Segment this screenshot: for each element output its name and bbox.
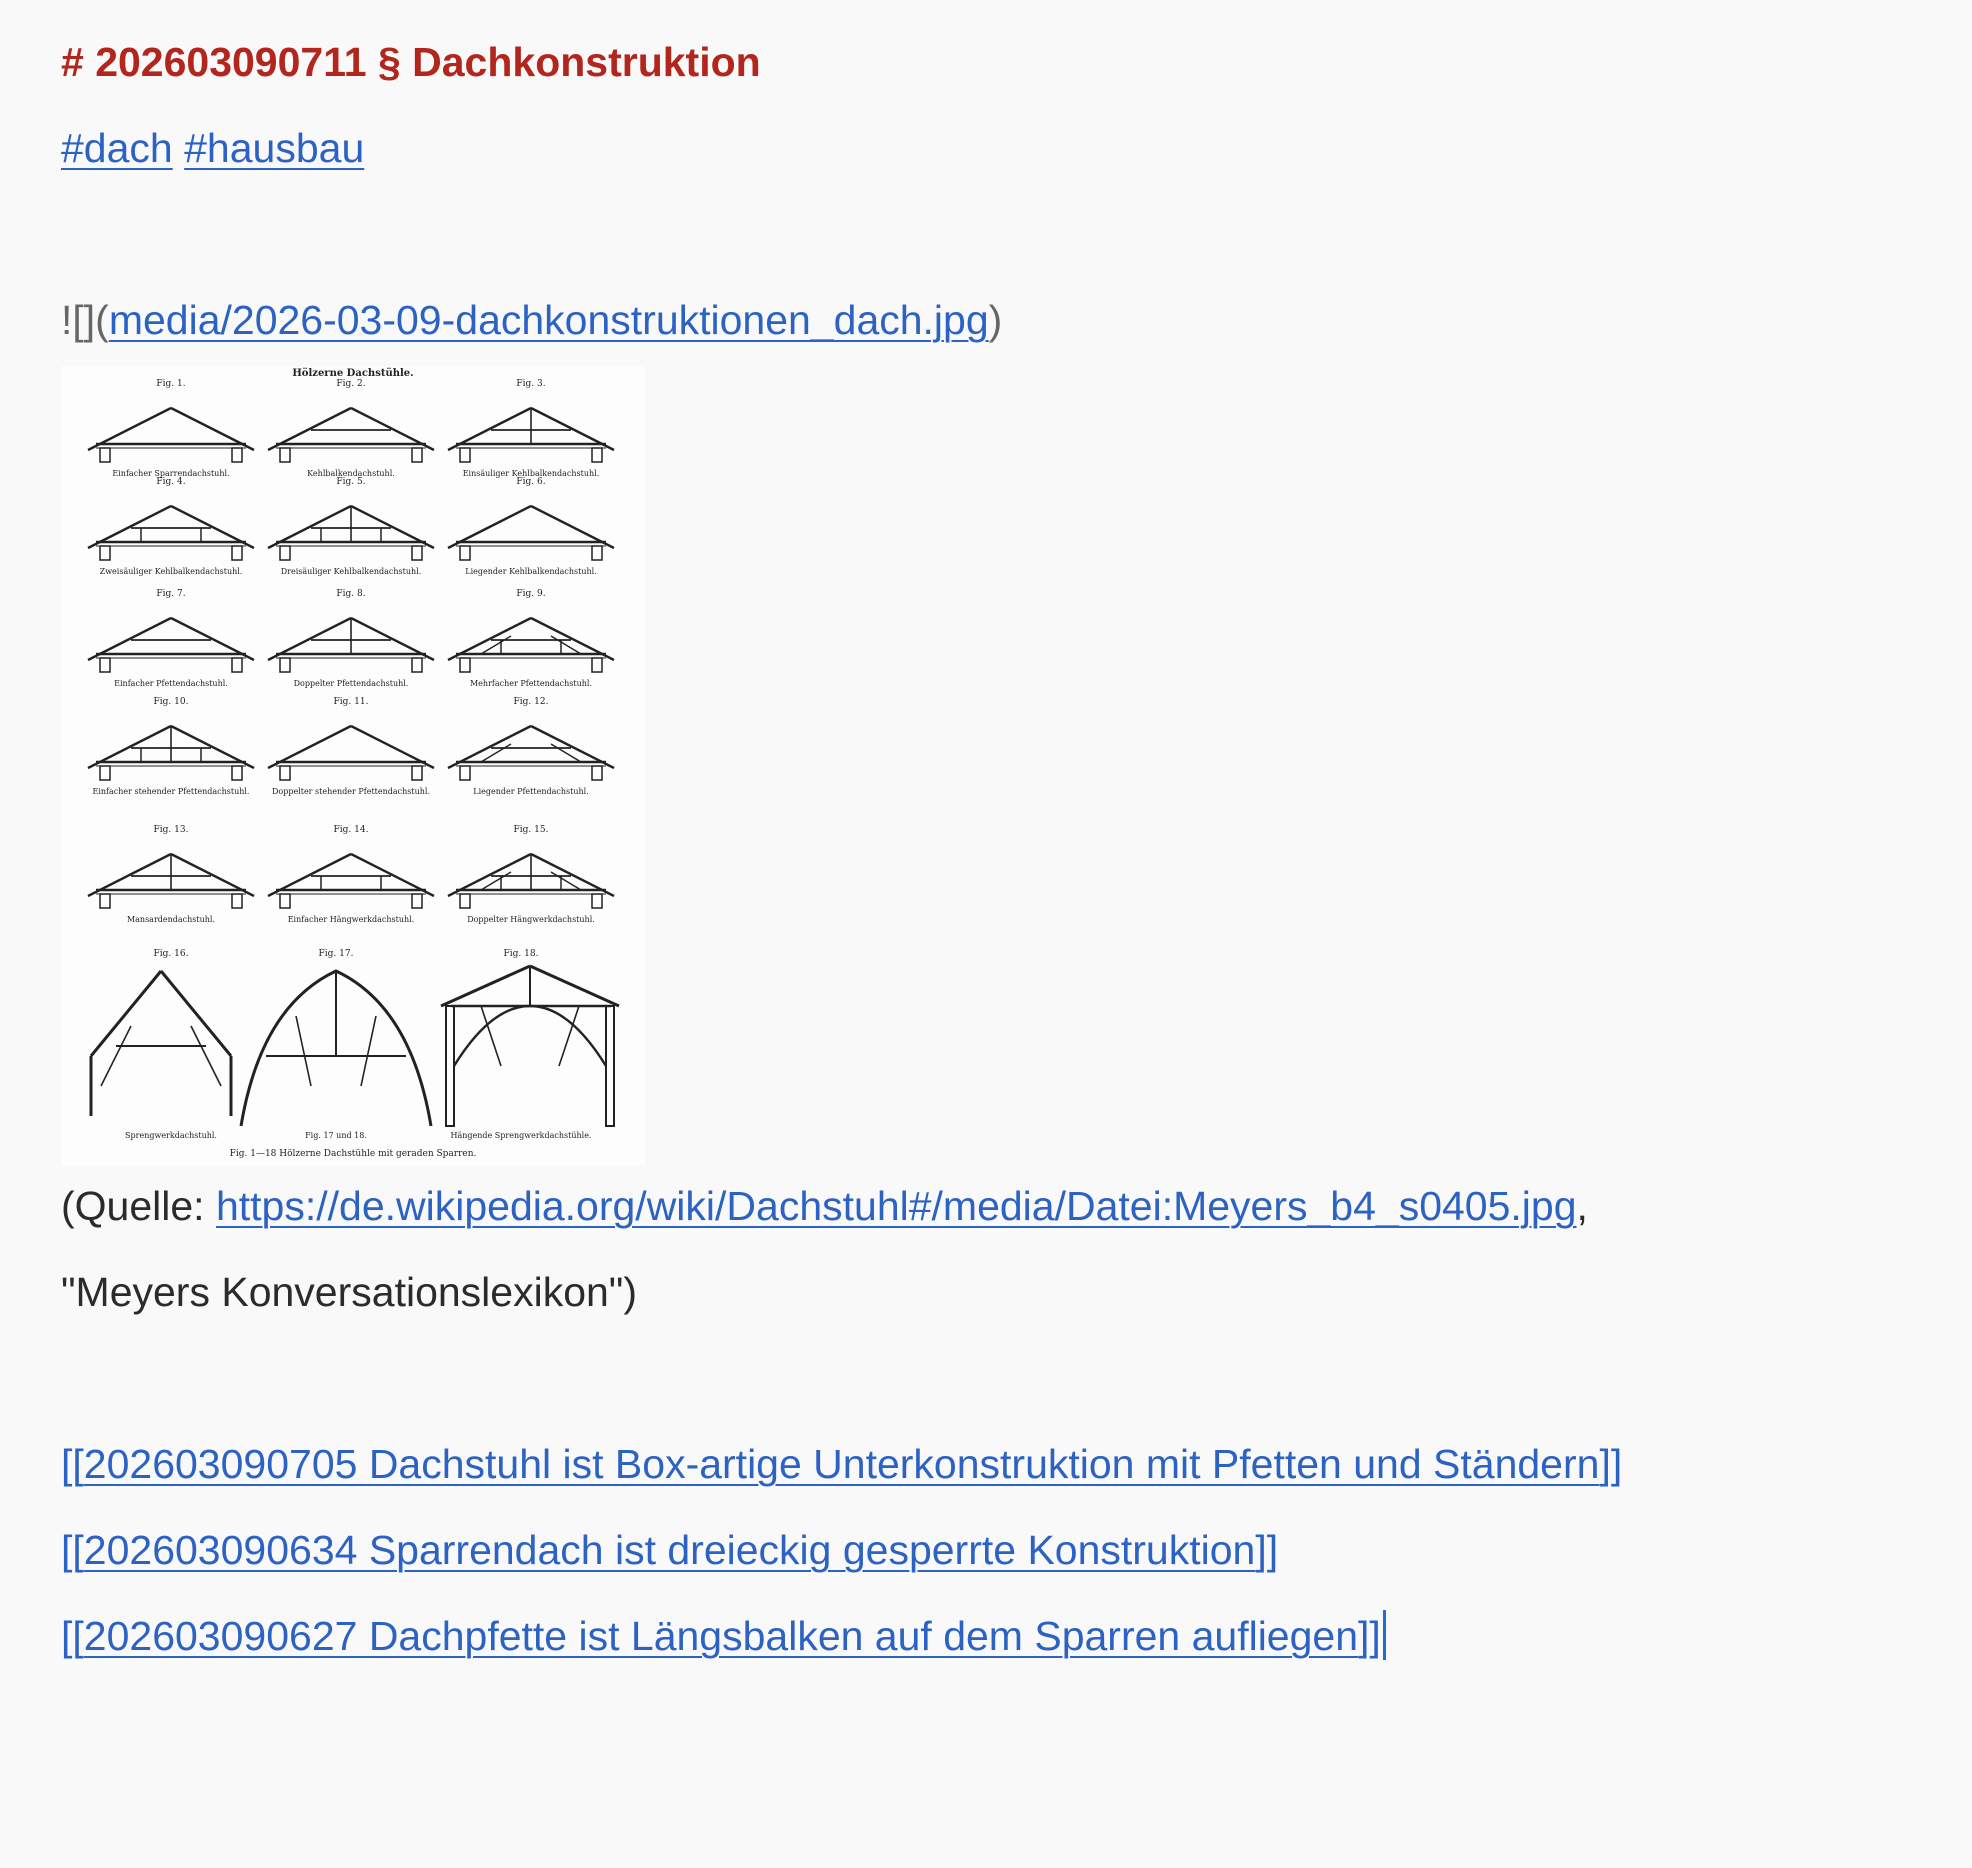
wall-stub [412, 448, 422, 462]
truss-stroke [551, 872, 581, 890]
wall-stub [592, 448, 602, 462]
fig-caption: Fig. 17 und 18. [305, 1131, 367, 1140]
tag-hausbau[interactable]: #hausbau [184, 125, 365, 171]
wikilink-dachstuhl[interactable]: 202603090705 Dachstuhl ist Box-artige Unterkonstruktion mit Pfetten und Ständern [83, 1441, 1600, 1487]
fig-label: Fig. 12. [513, 697, 549, 707]
truss-arch [454, 1006, 606, 1066]
source-comma: , [1576, 1183, 1588, 1229]
truss-stroke [101, 1026, 131, 1086]
wall-stub [232, 894, 242, 908]
fig-caption: Hängende Sprengwerkdachstühle. [450, 1131, 592, 1140]
fig-caption: Liegender Kehlbalkendachstuhl. [465, 567, 597, 576]
roof-construction-image [61, 366, 645, 1166]
wikilink-close: ]] [1255, 1527, 1279, 1573]
post [606, 1006, 614, 1126]
wikilink-line [61, 1524, 1278, 1576]
source-line-1 [61, 1180, 1588, 1232]
wikilink-close: ]] [1358, 1613, 1381, 1659]
wall-stub [460, 448, 470, 462]
note-heading: # 202603090711 § Dachkonstruktion [61, 39, 761, 85]
fig-caption: Kehlbalkendachstuhl. [307, 469, 395, 478]
fig-label: Fig. 10. [153, 697, 189, 707]
fig-caption: Zweisäuliger Kehlbalkendachstuhl. [99, 567, 243, 576]
wall-stub [232, 448, 242, 462]
wall-stub [232, 766, 242, 780]
wall-stub [280, 448, 290, 462]
wall-stub [592, 766, 602, 780]
fig-label: Fig. 9. [516, 589, 546, 599]
fig-caption: Einsäuliger Kehlbalkendachstuhl. [462, 469, 600, 478]
fig-label: Fig. 2. [336, 379, 366, 389]
wall-stub [412, 546, 422, 560]
fig-label: Fig. 14. [333, 825, 369, 835]
image-embed-suffix: ) [988, 297, 1003, 343]
wall-stub [592, 894, 602, 908]
fig-label: Fig. 16. [153, 949, 189, 959]
wall-stub [100, 546, 110, 560]
fig-label: Fig. 4. [156, 477, 186, 487]
fig-caption: Dreisäuliger Kehlbalkendachstuhl. [280, 567, 422, 576]
wall-stub [280, 766, 290, 780]
fig-label: Fig. 5. [336, 477, 366, 487]
wikilink-sparrendach[interactable]: 202603090634 Sparrendach ist dreieckig gesperrte Konstruktion [83, 1527, 1256, 1573]
fig-caption: Mehrfacher Pfettendachstuhl. [469, 679, 593, 688]
wikilink-line [61, 1610, 1386, 1662]
fig-label: Fig. 7. [156, 589, 186, 599]
image-embed-prefix: ![]( [61, 297, 109, 343]
wikilink-dachpfette[interactable]: 202603090627 Dachpfette ist Längsbalken auf dem Sparren aufliegen [83, 1613, 1359, 1659]
wall-stub [412, 766, 422, 780]
wall-stub [232, 658, 242, 672]
fig-caption: Doppelter stehender Pfettendachstuhl. [271, 787, 431, 796]
fig-label: Fig. 17. [318, 949, 354, 959]
tag-dach[interactable]: #dach [61, 125, 173, 171]
truss-stroke [361, 1016, 376, 1086]
wikilink-line [61, 1438, 1622, 1490]
fig-caption: Mansardendachstuhl. [126, 915, 216, 924]
fig-caption: Einfacher Sparrendachstuhl. [112, 469, 230, 478]
fig-label: Fig. 3. [516, 379, 546, 389]
wall-stub [280, 546, 290, 560]
fig-label: Fig. 11. [333, 697, 369, 707]
wall-stub [100, 448, 110, 462]
wikilink-close: ]] [1599, 1441, 1623, 1487]
image-embed-line [61, 294, 1002, 346]
image-path-link[interactable]: media/2026-03-09-dachkonstruktionen_dach.jpg [108, 297, 989, 343]
fig-label: Fig. 1. [156, 379, 186, 389]
wall-stub [460, 894, 470, 908]
truss-stroke [551, 744, 581, 762]
wikilink-open: [[ [61, 1613, 84, 1659]
truss-stroke [191, 1026, 221, 1086]
source-url-link[interactable]: https://de.wikipedia.org/wiki/Dachstuhl#/media/Datei:Meyers_b4_s0405.jpg [215, 1183, 1577, 1229]
truss-stroke [530, 966, 619, 1006]
truss-stroke [481, 744, 511, 762]
wall-stub [592, 546, 602, 560]
fig-caption: Doppelter Hängwerkdachstuhl. [467, 915, 595, 924]
fig-caption: Doppelter Pfettendachstuhl. [293, 679, 409, 688]
fig-caption: Einfacher Hängwerkdachstuhl. [287, 915, 415, 924]
truss-stroke [91, 971, 161, 1056]
wall-stub [100, 894, 110, 908]
wall-stub [592, 658, 602, 672]
fig-label: Fig. 6. [516, 477, 546, 487]
truss-stroke [161, 971, 231, 1056]
fig-label: Fig. 15. [513, 825, 549, 835]
fig-label: Fig. 18. [503, 949, 539, 959]
text-cursor [1383, 1610, 1386, 1660]
wikilink-open: [[ [61, 1441, 84, 1487]
wall-stub [280, 894, 290, 908]
wall-stub [460, 766, 470, 780]
wall-stub [100, 658, 110, 672]
source-line-2: "Meyers Konversationslexikon") [61, 1269, 638, 1315]
fig-label: Fig. 8. [336, 589, 366, 599]
tags-line [61, 122, 364, 174]
truss-stroke [296, 1016, 311, 1086]
wall-stub [100, 766, 110, 780]
wall-stub [280, 658, 290, 672]
wikilink-open: [[ [61, 1527, 84, 1573]
fig-caption: Einfacher Pfettendachstuhl. [114, 679, 228, 688]
wall-stub [460, 546, 470, 560]
wall-stub [460, 658, 470, 672]
truss-stroke [441, 966, 530, 1006]
wall-stub [232, 546, 242, 560]
wall-stub [412, 894, 422, 908]
wall-stub [412, 658, 422, 672]
fig-caption: Sprengwerkdachstuhl. [125, 1131, 217, 1140]
post [446, 1006, 454, 1126]
source-prefix: (Quelle: [61, 1183, 216, 1229]
fig-caption: Liegender Pfettendachstuhl. [473, 787, 589, 796]
figure-footer: Fig. 1—18 Hölzerne Dachstühle mit geraden Sparren. [229, 1149, 477, 1159]
figure-title: Hölzerne Dachstühle. [292, 368, 414, 379]
truss-stroke [481, 872, 511, 890]
fig-caption: Einfacher stehender Pfettendachstuhl. [92, 787, 250, 796]
fig-label: Fig. 13. [153, 825, 189, 835]
truss-stroke [551, 636, 581, 654]
truss-stroke [481, 636, 511, 654]
